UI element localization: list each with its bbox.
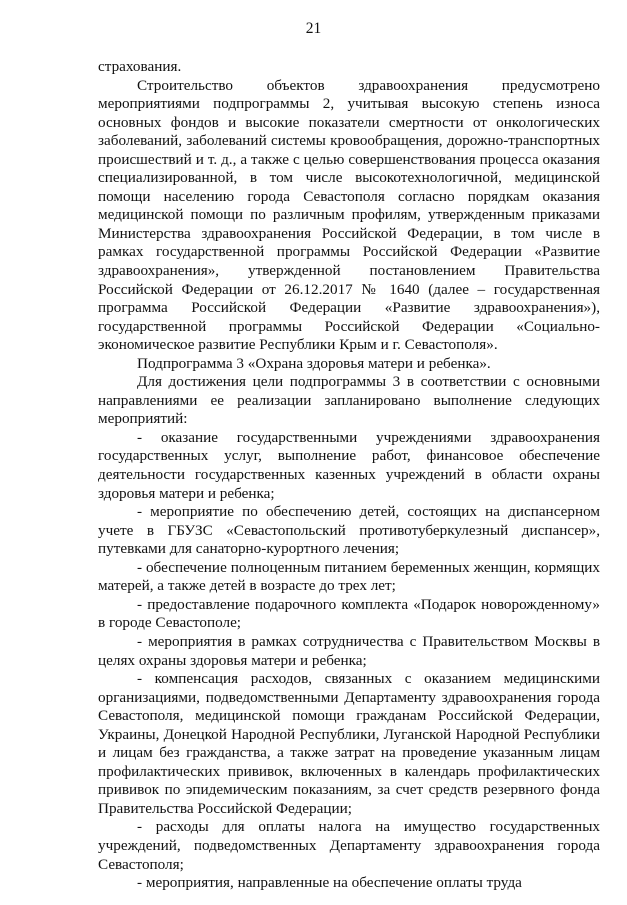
paragraph: - обеспечение полноценным питанием беременных женщин, кормящих матерей, а также детей в возрасте до трех лет;: [98, 558, 600, 595]
paragraph: - мероприятия, направленные на обеспечение оплаты труда: [137, 874, 522, 892]
page-number: 21: [305, 20, 322, 37]
paragraph: - оказание государственными учреждениями здравоохранения государственных услуг, выполнение работ, финансовое обеспечение деятельности государственных казенных учреждений в области охраны здоровья матери и ребенка;: [98, 428, 600, 502]
paragraph: Для достижения цели подпрограммы 3 в соответствии с основными направлениями ее реализации запланировано выполнение следующих мероприятий:: [98, 373, 600, 428]
paragraph: - мероприятия в рамках сотрудничества с Правительством Москвы в целях охраны здоровья матери и ребенка;: [98, 632, 600, 669]
paragraph: страхования.: [98, 58, 182, 75]
paragraph: Подпрограмма 3 «Охрана здоровья матери и ребенка».: [137, 354, 491, 372]
paragraph: - мероприятие по обеспечению детей, состоящих на диспансерном учете в ГБУЗС «Севастопольский противотуберкулезный диспансер», путевками для санаторно-курортного лечения;: [98, 503, 600, 558]
document-body: [98, 58, 600, 893]
paragraph: Строительство объектов здравоохранения предусмотрено мероприятиями подпрограммы 2, учитывая высокую степень износа основных фондов и высокие показатели смертности от онкологических заболеваний, заболеваний системы кровообращения, дорожно-транспортных происшествий и т. д., а также с целью совершенствования процесса оказания специализированной, в том числе высокотехнологичной, медицинской помощи населению города Севастополя согласно порядкам оказания медицинской помощи по различным профилям, утвержденным приказами Министерства здравоохранения Российской Федерации, в том числе в рамках государственной программы Российской Федерации «Развитие здравоохранения», утвержденной постановлением Правительства Российской Федерации от 26.12.2017 № 1640 (далее – государственная программа Российской Федерации «Развитие здравоохранения»), государственной программы Российской Федерации «Социально-экономическое развитие Республики Крым и г. Севастополя».: [98, 76, 600, 354]
paragraph: - расходы для оплаты налога на имущество государственных учреждений, подведомственных Департаменту здравоохранения города Севастополя;: [98, 818, 600, 873]
paragraph: - предоставление подарочного комплекта «Подарок новорожденному» в городе Севастополе;: [98, 595, 600, 632]
paragraph: - компенсация расходов, связанных с оказанием медицинскими организациями, подведомственными Департаменту здравоохранения города Севастополя, медицинской помощи гражданам Российской Федерации, Украины, Донецкой Народной Республики, Луганской Народной Республики и лицам без гражданства, а также затрат на проведение указанным лицам профилактических прививок, включенных в календарь профилактических прививок по эпидемическим показаниям, за счет средств резервного фонда Правительства Российской Федерации;: [98, 670, 600, 817]
